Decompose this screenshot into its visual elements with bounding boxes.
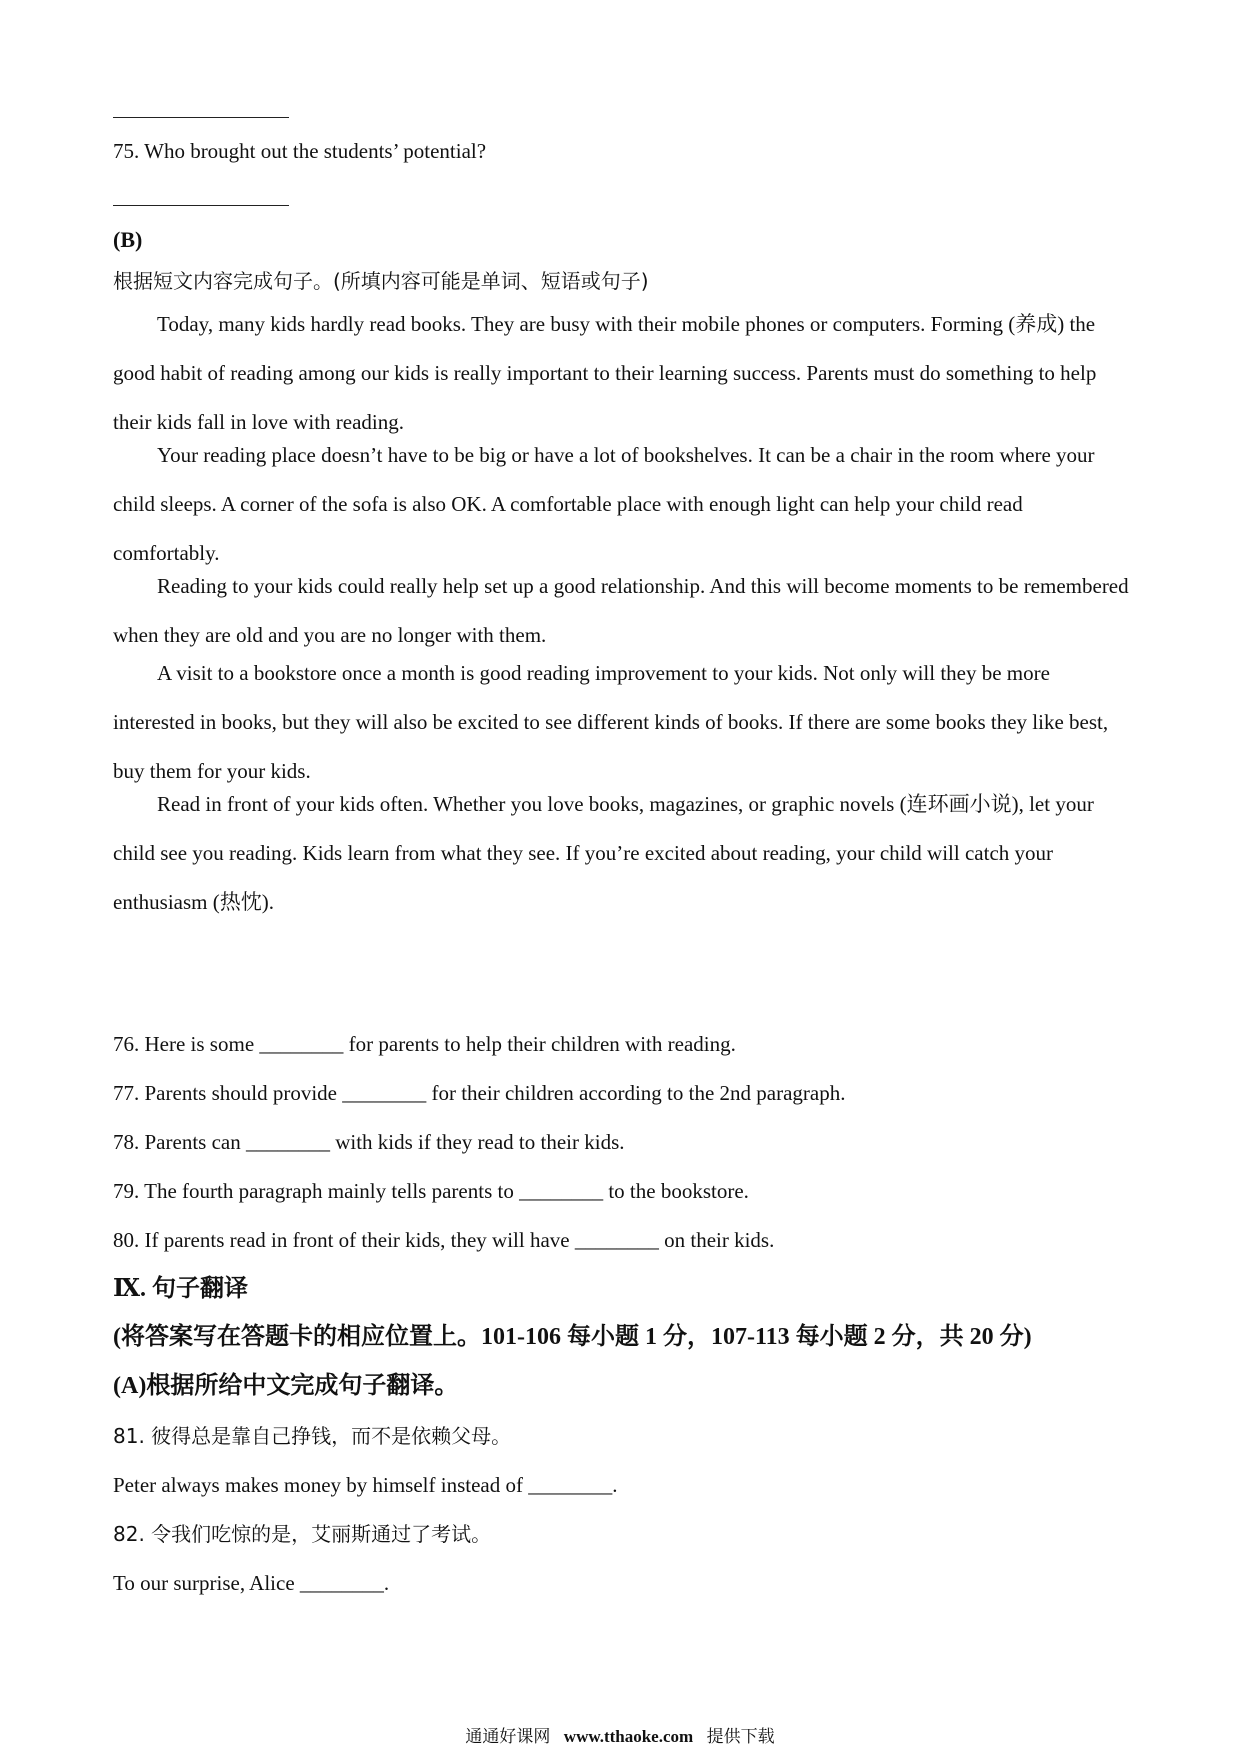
section-ix-note: (将答案写在答题卡的相应位置上。101-106 每小题 1 分，107-113 每小题 2 分，共 20 分)	[113, 1324, 1032, 1350]
footer-suffix: 提供下载	[706, 1727, 775, 1747]
question-78: 78. Parents can ________ with kids if they read to their kids.	[113, 1130, 625, 1154]
translation-81-chinese: 81. 彼得总是靠自己挣钱，而不是依赖父母。	[113, 1424, 512, 1448]
question-76: 76. Here is some ________ for parents to help their children with reading.	[113, 1032, 736, 1056]
translation-82-english: To our surprise, Alice ________.	[113, 1571, 390, 1595]
question-77: 77. Parents should provide ________ for their children according to the 2nd paragraph.	[113, 1081, 846, 1105]
answer-blank-line	[113, 117, 289, 118]
passage-paragraph-5: Read in front of your kids often. Whether you love books, magazines, or graphic novels (连环画小说), let your child see you reading. Kids learn from what they see. If you’re excited about reading, your child will catch your enthusiasm (热忱).	[113, 792, 1094, 914]
question-80: 80. If parents read in front of their kids, they will have ________ on their kids.	[113, 1228, 775, 1252]
translation-81-english: Peter always makes money by himself instead of ________.	[113, 1473, 618, 1497]
section-ix-title: Ⅸ. 句子翻译	[113, 1276, 249, 1302]
footer-site-name: 通通好课网	[465, 1727, 551, 1747]
section-b-label: (B)	[113, 227, 143, 252]
page-footer	[0, 1726, 1240, 1748]
passage-paragraph-4: A visit to a bookstore once a month is good reading improvement to your kids. Not only will they be more interested in books, but they will also be excited to see different kinds of books. If there are some books they like best, buy them for your kids.	[113, 661, 1109, 783]
footer-url: www.tthaoke.com	[563, 1727, 694, 1746]
translation-82-chinese: 82. 令我们吃惊的是，艾丽斯通过了考试。	[113, 1522, 492, 1546]
passage-paragraph-2: Your reading place doesn’t have to be big or have a lot of bookshelves. It can be a chair in the room where your child sleeps. A corner of the sofa is also OK. A comfortable place with enough light can help your child read comfortably.	[113, 443, 1095, 565]
section-ix-subtitle: (A)根据所给中文完成句子翻译。	[113, 1373, 459, 1399]
passage-paragraph-3: Reading to your kids could really help set up a good relationship. And this will become moments to be remembered when they are old and you are no longer with them.	[113, 574, 1129, 647]
answer-blank-line	[113, 205, 289, 206]
question-79: 79. The fourth paragraph mainly tells parents to ________ to the bookstore.	[113, 1179, 749, 1203]
question-75: 75. Who brought out the students’ potential?	[113, 139, 487, 163]
section-b-instruction: 根据短文内容完成句子。(所填内容可能是单词、短语或句子)	[113, 269, 649, 293]
passage-paragraph-1: Today, many kids hardly read books. They are busy with their mobile phones or computers. Forming (养成) the good habit of reading among our kids is really important to their learning success. Parents must do something to help their kids fall in love with reading.	[113, 312, 1097, 434]
